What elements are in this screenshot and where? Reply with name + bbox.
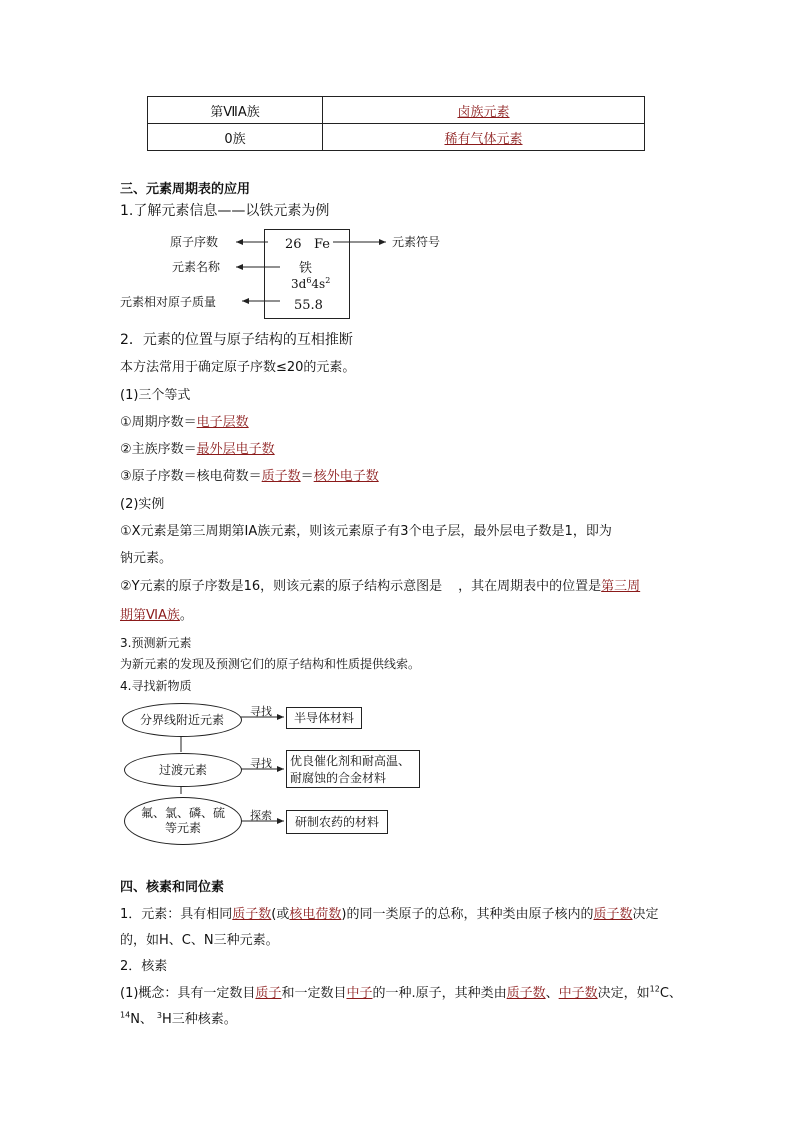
answer-text: 质子数 [232,907,272,922]
nuclide-heading: 2．核素 [120,959,168,974]
paragraph-text: )的同一类原子的总称，其种类由原子核内的 [341,907,594,922]
equation-text: ①周期序数＝ [120,415,197,430]
paragraph-text: 、 [545,986,559,1001]
arrow-label-find: 寻找 [250,705,272,718]
subsection-3-title: 3.预测新元素 [120,636,192,650]
config-superscript: 6 [306,276,312,285]
example-1-line2: 钠元素。 [120,551,173,566]
example-2-line2 [120,604,193,623]
element-definition-line2: 的，如H、C、N三种元素。 [120,933,279,948]
example-1-line1: ①X元素是第三周期第ⅠA族元素，则该元素原子有3个电子层，最外层电子数是1，即为 [120,524,612,539]
element-definition-line1 [120,903,659,922]
answer-text: 稀有气体元素 [444,131,523,147]
answer-text: 最外层电子数 [196,442,275,457]
isotope-mass-number: 14 [120,1010,131,1020]
config-part: 4s [311,277,326,291]
paragraph-text: 和一定数目 [281,986,347,1001]
config-part: 3d [291,277,307,291]
label-element-name: 元素名称 [172,260,221,274]
answer-text: 卤族元素 [457,104,510,120]
equation-2 [120,438,275,457]
example-text: ，其在周期表中的位置是 [458,579,602,594]
atomic-number: 26 [285,237,302,252]
config-superscript: 2 [325,276,331,285]
subsection-2-title: 2．元素的位置与原子结构的互相推断 [120,332,353,348]
paragraph-text: 1．元素：具有相同 [120,907,233,922]
equation-3 [120,465,379,484]
label-element-symbol: 元素符号 [392,235,441,249]
answer-text: 质子 [255,986,282,1001]
box-text-line: 优良催化剂和耐高温、 [290,754,411,768]
table-cell-group: 0族 [148,124,323,151]
example-2-line1 [120,575,640,594]
isotope-symbol: H三种核素。 [162,1012,237,1027]
answer-text: 核电荷数 [289,907,342,922]
answer-text: 核外电子数 [313,469,379,484]
paragraph-text: 决定 [632,907,659,922]
answer-text: 质子数 [593,907,633,922]
example-text: 。 [179,608,193,623]
flow-oval-boundary-elements: 分界线附近元素 [122,703,242,737]
section-4-title: 四、核素和同位素 [120,880,225,895]
paragraph-text: (1)概念：具有一定数目 [120,986,256,1001]
oval-text-line: 氟、氯、磷、硫 [140,806,225,820]
flow-oval-nonmetal-elements [124,797,242,845]
equation-text: ＝ [300,469,314,484]
subsection-1-title: 1.了解元素信息——以铁元素为例 [120,203,330,219]
nuclide-definition-line2 [120,1008,237,1027]
example-text: ②Y元素的原子序数是16，则该元素的原子结构示意图是 [120,579,443,594]
section-3-title: 三、元素周期表的应用 [120,182,251,197]
answer-text: 第三周 [601,579,641,594]
equation-text: ③原子序数＝核电荷数＝ [120,469,262,484]
flow-box-semiconductor: 半导体材料 [286,707,362,729]
arrow-label-find: 寻找 [250,757,272,770]
element-symbol: Fe [314,237,331,252]
nuclide-definition-line1 [120,982,682,1001]
label-atomic-number: 原子序数 [170,235,219,249]
isotope-mass-number: 3 [156,1010,163,1020]
answer-text: 质子数 [506,986,546,1001]
isotope-symbol: C、 [659,986,682,1001]
atomic-mass: 55.8 [294,298,323,313]
flow-box-catalyst-alloy [286,750,420,788]
flow-box-pesticide: 研制农药的材料 [286,810,388,834]
element-name: 铁 [299,261,313,276]
answer-text: 电子层数 [196,415,249,430]
equation-text: ②主族序数＝ [120,442,197,457]
equation-1 [120,411,249,430]
paragraph-text: 决定，如 [597,986,650,1001]
card-arrows [0,0,794,340]
answer-text: 中子数 [558,986,598,1001]
answer-text: 中子 [346,986,373,1001]
subsection-2-note: 本方法常用于确定原子序数≤20的元素。 [120,360,356,375]
subsection-4-title: 4.寻找新物质 [120,679,192,693]
subsection-3-note: 为新元素的发现及预测它们的原子结构和性质提供线索。 [120,657,421,671]
box-text-line: 耐腐蚀的合金材料 [290,771,387,785]
paragraph-text: (或 [271,907,290,922]
isotope-mass-number: 12 [649,984,660,994]
answer-text: 质子数 [261,469,301,484]
arrow-label-explore: 探索 [250,809,272,822]
table-cell-group: 第ⅦA族 [148,97,323,124]
part-2-title: (2)实例 [120,497,165,512]
part-1-title: (1)三个等式 [120,388,191,403]
answer-text: 期第ⅥA族 [120,608,180,623]
label-atomic-mass: 元素相对原子质量 [120,295,217,309]
isotope-symbol: N、 [130,1012,153,1027]
oval-text-line: 等元素 [164,821,201,835]
paragraph-text: 的一种.原子，其种类由 [372,986,507,1001]
flow-oval-transition-elements: 过渡元素 [124,753,242,787]
